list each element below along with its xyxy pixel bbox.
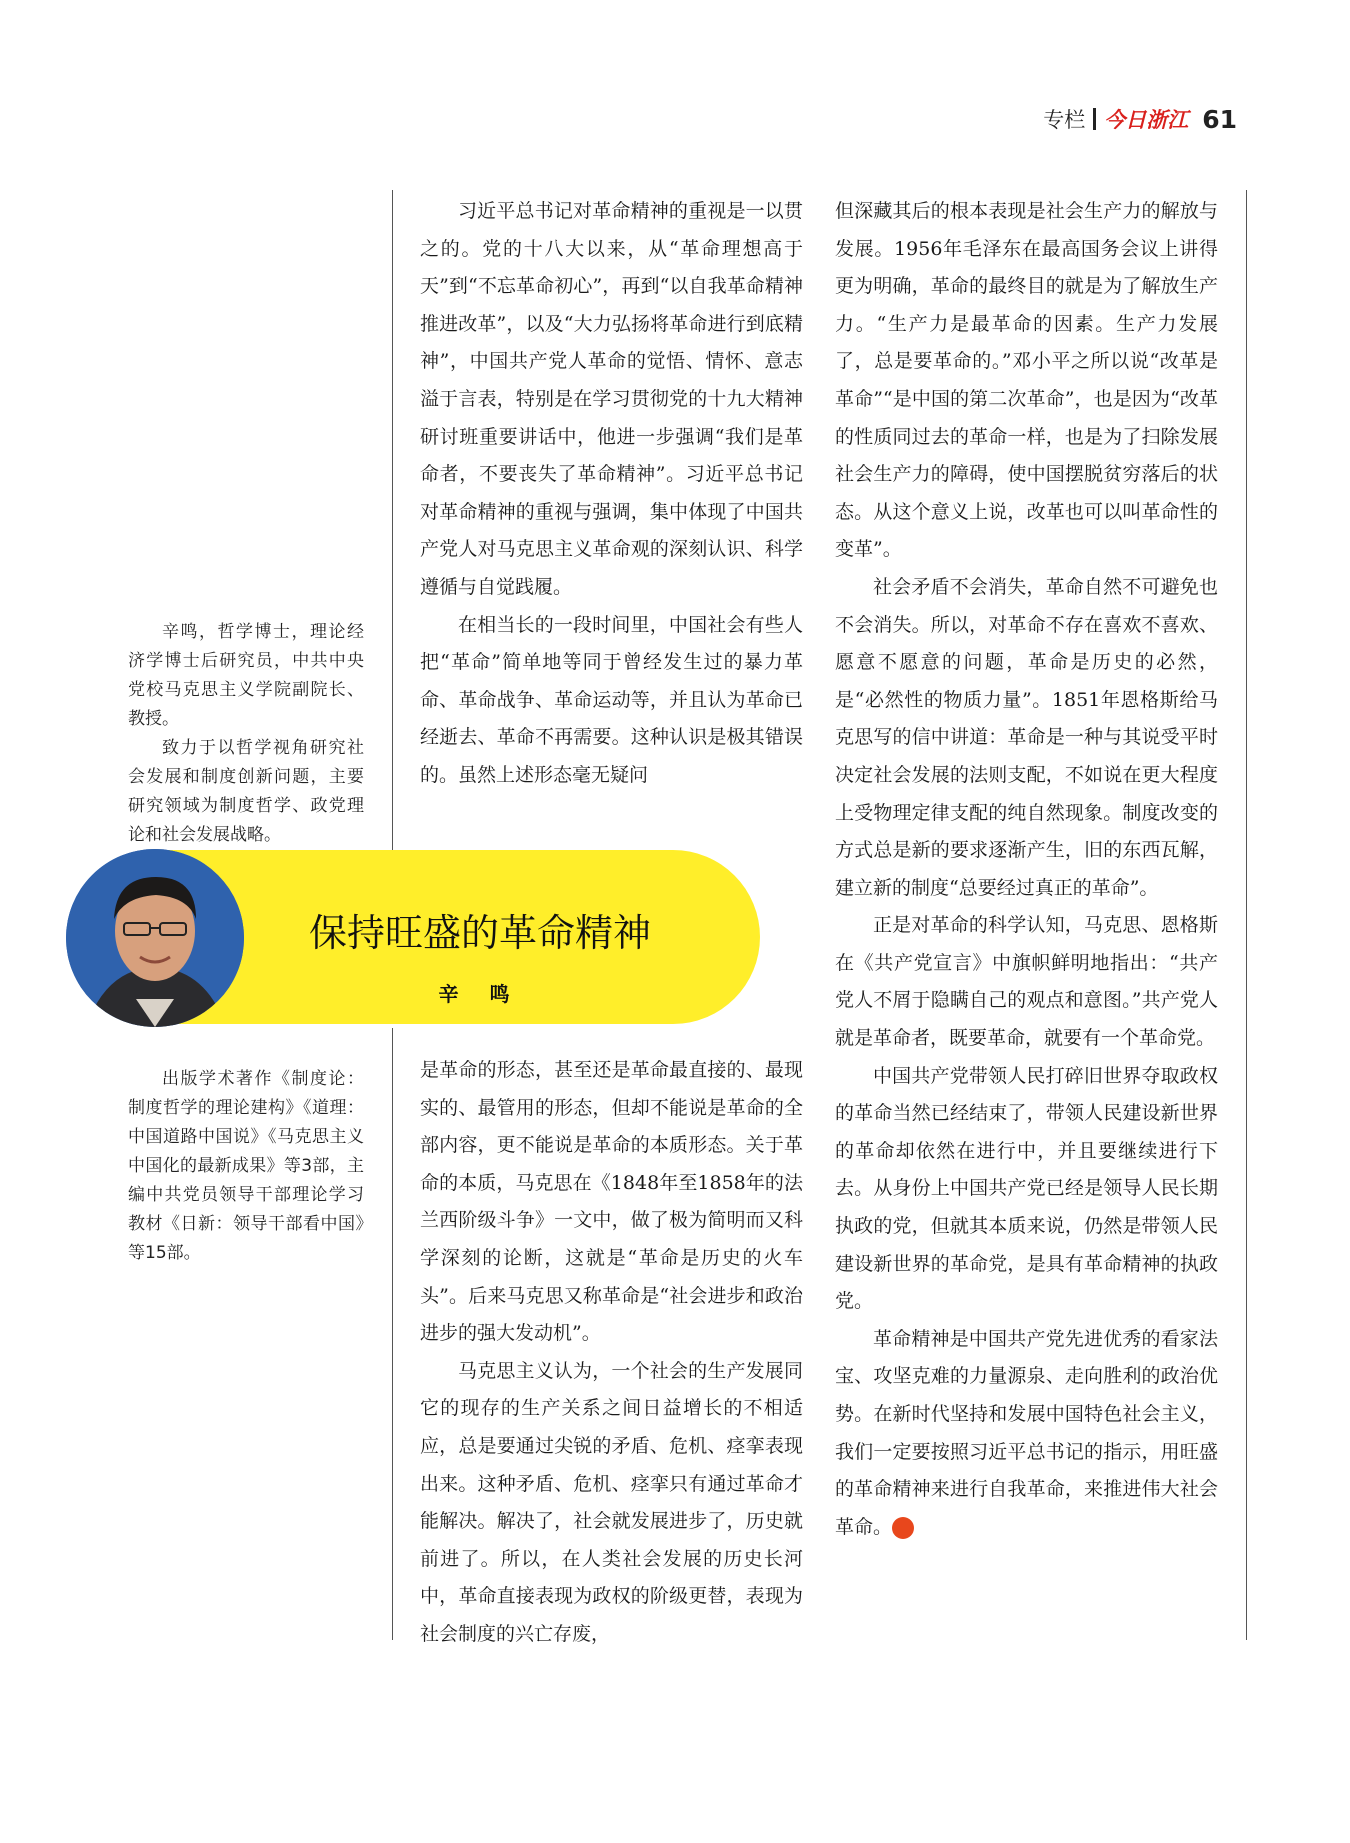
article-column-1-bottom: [420, 1052, 803, 1654]
article-paragraph: 中国共产党带领人民打碎旧世界夺取政权的革命当然已经结束了，带领人民建设新世界的革命却依然在进行中，并且要继续进行下去。从身份上中国共产党已经是领导人民长期执政的党，但就其本质来说，仍然是带领人民建设新世界的革命党，是具有革命精神的执政党。: [835, 1064, 1218, 1313]
author-photo: [66, 849, 244, 1027]
works-paragraph: 出版学术著作《制度论：制度哲学的理论建构》《道理：中国道路中国说》《马克思主义中国化的最新成果》等3部，主编中共党员领导干部理论学习教材《日新：领导干部看中国》等15部。: [128, 1069, 364, 1263]
end-mark-icon: 今: [892, 1517, 914, 1539]
bio-paragraph: 致力于以哲学视角研究社会发展和制度创新问题，主要研究领域为制度哲学、政党理论和社会发展战略。: [128, 738, 364, 845]
page-header: [1043, 104, 1237, 134]
author-bio: [128, 618, 364, 850]
article-paragraph: 在相当长的一段时间里，中国社会有些人把“革命”简单地等同于曾经发生过的暴力革命、革命战争、革命运动等，并且认为革命已经逝去、革命不再需要。这种认识是极其错误的。虽然上述形态毫无疑问: [420, 613, 803, 786]
article-paragraph-last: [835, 1321, 1218, 1547]
article-paragraph: 正是对革命的科学认知，马克思、恩格斯在《共产党宣言》中旗帜鲜明地指出：“共产党人不屑于隐瞒自己的观点和意图。”共产党人就是革命者，既要革命，就要有一个革命党。: [835, 914, 1218, 1050]
article-paragraph: 习近平总书记对革命精神的重视是一以贯之的。党的十八大以来，从“革命理想高于天”到“不忘革命初心”，再到“以自我革命精神推进改革”，以及“大力弘扬将革命进行到底精神”，中国共产党人革命的觉悟、情怀、意志溢于言表，特别是在学习贯彻党的十九大精神研讨班重要讲话中，他进一步强调“我们是革命者，不要丧失了革命精神”。习近平总书记对革命精神的重视与强调，集中体现了中国共产党人对马克思主义革命观的深刻认识、科学遵循与自觉践履。: [420, 200, 803, 598]
article-title: 保持旺盛的革命精神: [308, 911, 651, 955]
article-column-1-top: [420, 193, 803, 795]
author-works: [128, 1065, 364, 1268]
article-paragraph: 社会矛盾不会消失，革命自然不可避免也不会消失。所以，对革命不存在喜欢不喜欢、愿意不愿意的问题，革命是历史的必然，是“必然性的物质力量”。1851年恩格斯给马克思写的信中讲道：革命是一种与其说受平时决定社会发展的法则支配，不如说在更大程度上受物理定律支配的纯自然现象。制度改变的方式总是新的要求逐渐产生，旧的东西瓦解，建立新的制度“总要经过真正的革命”。: [835, 575, 1218, 899]
article-paragraph: 马克思主义认为，一个社会的生产发展同它的现存的生产关系之间日益增长的不相适应，总是要通过尖锐的矛盾、危机、痉挛表现出来。这种矛盾、危机、痉挛只有通过革命才能解决。解决了，社会就发展进步了，历史就前进了。所以，在人类社会发展的历史长河中，革命直接表现为政权的阶级更替，表现为社会制度的兴亡存废，: [420, 1359, 803, 1645]
header-divider: [1093, 108, 1096, 130]
article-closing-text: 革命精神是中国共产党先进优秀的看家法宝、攻坚克难的力量源泉、走向胜利的政治优势。在新时代坚持和发展中国特色社会主义，我们一定要按照习近平总书记的指示，用旺盛的革命精神来进行自我革命，来推进伟大社会革命。: [835, 1327, 1218, 1538]
column-divider-left: [392, 190, 393, 850]
article-author: 辛 鸣: [438, 982, 522, 1006]
bio-paragraph: 辛鸣，哲学博士，理论经济学博士后研究员，中共中央党校马克思主义学院副院长、教授。: [128, 622, 364, 729]
column-divider-left-lower: [392, 1028, 393, 1640]
column-divider-right: [1246, 190, 1247, 1640]
page-number: 61: [1202, 104, 1237, 134]
article-paragraph: 但深藏其后的根本表现是社会生产力的解放与发展。1956年毛泽东在最高国务会议上讲得更为明确，革命的最终目的就是为了解放生产力。“生产力是最革命的因素。生产力发展了，总是要革命的。”邓小平之所以说“改革是革命”“是中国的第二次革命”，也是因为“改革的性质同过去的革命一样，也是为了扫除发展社会生产力的障碍，使中国摆脱贫穷落后的状态。从这个意义上说，改革也可以叫革命性的变革”。: [835, 200, 1218, 561]
section-label: 专栏: [1043, 108, 1086, 132]
brand-logo: 今日浙江: [1104, 107, 1189, 132]
article-paragraph: 是革命的形态，甚至还是革命最直接的、最现实的、最管用的形态，但却不能说是革命的全部内容，更不能说是革命的本质形态。关于革命的本质，马克思在《1848年至1858年的法兰西阶级斗争》一文中，做了极为简明而又科学深刻的论断，这就是“革命是历史的火车头”。后来马克思又称革命是“社会进步和政治进步的强大发动机”。: [420, 1059, 803, 1345]
article-column-2: [835, 193, 1218, 1546]
